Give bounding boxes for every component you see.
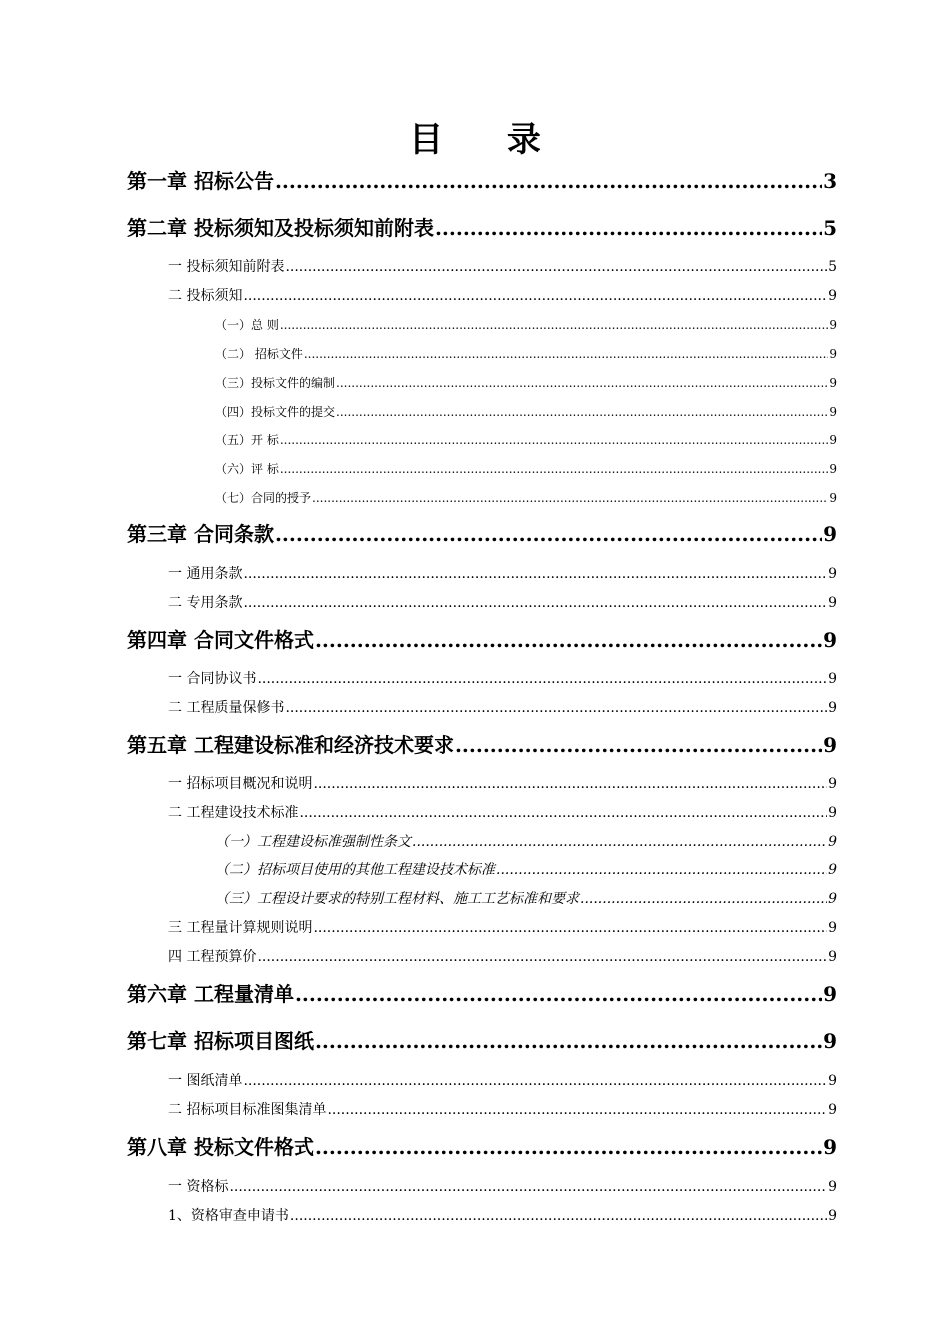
dot-leader: [315, 1135, 822, 1159]
toc-entry-page: 9: [828, 891, 837, 907]
toc-entry-title: 四 工程预算价: [168, 949, 257, 965]
toc-entry[interactable]: [168, 1205, 837, 1225]
toc-entry-title: 二 招标项目标准图集清单: [168, 1102, 327, 1118]
toc-entry-title: （一）总 则: [215, 318, 279, 332]
toc-entry[interactable]: [127, 1131, 837, 1160]
dot-leader: [327, 1102, 827, 1118]
toc-entry-page: 9: [828, 920, 837, 936]
toc-entry[interactable]: [127, 624, 837, 653]
toc-entry-title: （七）合同的授予: [215, 491, 312, 505]
toc-entry[interactable]: [215, 431, 837, 448]
toc-entry-title: 三 工程量计算规则说明: [168, 920, 313, 936]
toc-entry-title: 1、资格审查申请书: [168, 1208, 289, 1224]
dot-leader: [336, 405, 828, 419]
toc-entry-page: 9: [829, 433, 837, 447]
toc-entry-page: 9: [829, 376, 837, 390]
toc-entry-page: 9: [823, 628, 837, 652]
toc-entry-title: 一 图纸清单: [168, 1073, 243, 1089]
toc-entry-page: 9: [828, 776, 837, 792]
toc-entry-page: 9: [828, 834, 837, 850]
dot-leader: [299, 805, 827, 821]
toc-entry[interactable]: [127, 978, 837, 1007]
toc-entry-title: 第一章 招标公告: [127, 169, 274, 193]
dot-leader: [304, 347, 829, 361]
dot-leader: [280, 462, 829, 476]
toc-entry-title: 一 通用条款: [168, 566, 243, 582]
toc-entry-title: 一 资格标: [168, 1179, 229, 1195]
dot-leader: [336, 376, 828, 390]
dot-leader: [290, 1208, 827, 1224]
toc-entry-title: 第五章 工程建设标准和经济技术要求: [127, 733, 454, 757]
toc-entry[interactable]: [168, 668, 837, 688]
dot-leader: [315, 628, 822, 652]
dot-leader: [295, 982, 822, 1006]
toc-entry-page: 9: [829, 347, 837, 361]
toc-entry-page: 9: [828, 288, 837, 304]
toc-entry-page: 9: [829, 491, 837, 505]
toc-entry-title: 一 合同协议书: [168, 671, 257, 687]
dot-leader: [496, 862, 827, 878]
toc-entry[interactable]: [127, 729, 837, 758]
dot-leader: [312, 491, 828, 505]
toc-entry-page: 9: [828, 700, 837, 716]
toc-entry-title: 一 招标项目概况和说明: [168, 776, 313, 792]
toc-entry[interactable]: [215, 831, 837, 851]
toc-entry[interactable]: [127, 518, 837, 547]
toc-entry-page: 9: [823, 982, 837, 1006]
toc-entry-page: 9: [829, 462, 837, 476]
dot-leader: [229, 1179, 827, 1195]
dot-leader: [315, 1029, 822, 1053]
toc-entry-page: 9: [828, 1073, 837, 1089]
dot-leader: [257, 949, 827, 965]
toc-entry[interactable]: [127, 212, 837, 241]
toc-entry-page: 9: [828, 805, 837, 821]
toc-entry[interactable]: [215, 859, 837, 879]
toc-entry-title: 第四章 合同文件格式: [127, 628, 314, 652]
dot-leader: [313, 920, 827, 936]
toc-entry[interactable]: [168, 563, 837, 583]
toc-entry-title: 一 投标须知前附表: [168, 259, 285, 275]
toc-entry-title: （三）工程设计要求的特别工程材料、施工工艺标准和要求: [215, 891, 579, 907]
dot-leader: [243, 595, 827, 611]
dot-leader: [455, 733, 822, 757]
toc-entry[interactable]: [168, 285, 837, 305]
toc-entry[interactable]: [168, 802, 837, 822]
dot-leader: [313, 776, 827, 792]
toc-entry-title: 二 专用条款: [168, 595, 243, 611]
toc-entry-page: 9: [829, 318, 837, 332]
toc-entry-page: 9: [828, 1102, 837, 1118]
dot-leader: [280, 433, 829, 447]
toc-entry-title: 第八章 投标文件格式: [127, 1135, 314, 1159]
toc-entry-title: （五）开 标: [215, 433, 279, 447]
toc-entry[interactable]: [168, 256, 837, 276]
toc-entry[interactable]: [168, 592, 837, 612]
toc-entry[interactable]: [215, 345, 837, 362]
dot-leader: [285, 700, 827, 716]
toc-entry[interactable]: [215, 374, 837, 391]
toc-entry-page: 9: [828, 1179, 837, 1195]
toc-entry-page: 9: [829, 405, 837, 419]
dot-leader: [243, 1073, 827, 1089]
toc-entry-page: 9: [823, 733, 837, 757]
toc-entry-page: 3: [823, 169, 837, 193]
toc-entry-title: 二 工程建设技术标准: [168, 805, 299, 821]
toc-entry-page: 9: [828, 566, 837, 582]
toc-entry[interactable]: [168, 1070, 837, 1090]
dot-leader: [280, 318, 829, 332]
toc-entry-title: （二）招标项目使用的其他工程建设技术标准: [215, 862, 495, 878]
toc-entry-title: 第二章 投标须知及投标须知前附表: [127, 216, 434, 240]
toc-entry[interactable]: [168, 917, 837, 937]
dot-leader: [243, 288, 827, 304]
toc-entry-page: 9: [823, 1135, 837, 1159]
toc-entry[interactable]: [215, 316, 837, 333]
toc-entry-title: （四）投标文件的提交: [215, 405, 336, 419]
toc-entry[interactable]: [215, 888, 837, 908]
toc-entry[interactable]: [168, 946, 837, 966]
toc-entry[interactable]: [168, 1176, 837, 1196]
toc-entry-title: （六）评 标: [215, 462, 279, 476]
dot-leader: [275, 522, 822, 546]
page-title: 目 录: [409, 120, 567, 160]
toc-entry-title: 二 投标须知: [168, 288, 243, 304]
toc-entry-page: 9: [828, 862, 837, 878]
toc-entry[interactable]: [215, 489, 837, 506]
toc-entry[interactable]: [215, 460, 837, 477]
toc-entry-page: 9: [828, 949, 837, 965]
toc-entry[interactable]: [168, 773, 837, 793]
toc-entry-page: 9: [823, 1029, 837, 1053]
toc-entry-title: 第七章 招标项目图纸: [127, 1029, 314, 1053]
toc-entry-page: 5: [823, 216, 837, 240]
dot-leader: [285, 259, 827, 275]
toc-entry-title: （三）投标文件的编制: [215, 376, 336, 390]
toc-entry[interactable]: [168, 1099, 837, 1119]
dot-leader: [412, 834, 827, 850]
toc-entry-title: （二） 招标文件: [215, 347, 303, 361]
toc-entry[interactable]: [168, 697, 837, 717]
toc-entry-title: （一）工程建设标准强制性条文: [215, 834, 411, 850]
toc-entry[interactable]: [215, 403, 837, 420]
toc-entry-page: 9: [823, 522, 837, 546]
toc-entry-page: 9: [828, 1208, 837, 1224]
toc-entry-title: 第三章 合同条款: [127, 522, 274, 546]
dot-leader: [257, 671, 827, 687]
toc-entry[interactable]: [127, 165, 837, 194]
dot-leader: [243, 566, 827, 582]
dot-leader: [580, 891, 827, 907]
toc-entry-page: 9: [828, 595, 837, 611]
toc-entry-page: 9: [828, 671, 837, 687]
dot-leader: [275, 169, 822, 193]
toc-entry-page: 5: [828, 259, 837, 275]
toc-entry-title: 第六章 工程量清单: [127, 982, 294, 1006]
toc-entry[interactable]: [127, 1025, 837, 1054]
toc-entry-title: 二 工程质量保修书: [168, 700, 285, 716]
dot-leader: [435, 216, 822, 240]
